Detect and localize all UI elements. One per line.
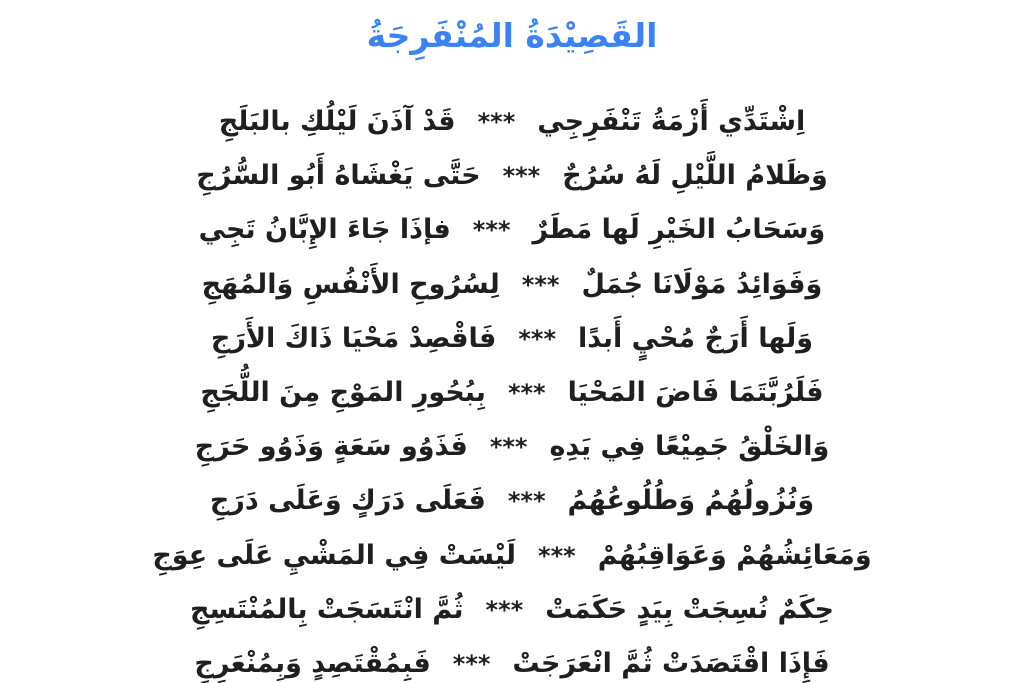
poem-title: القَصِيْدَةُ المُنْفَرِجَةُ <box>366 16 658 55</box>
verse-first-hemistich: وَالخَلْقُ جَمِيْعًا فِي يَدِهِ <box>549 431 830 463</box>
verse-second-hemistich: حَتَّى يَغْشَاهُ أَبُو السُّرُجِ <box>196 160 481 192</box>
verse-first-hemistich: وَمَعَائِشُهُمْ وَعَوَاقِبُهُمْ <box>597 539 872 571</box>
verse-separator: *** <box>507 487 546 516</box>
verse-line <box>150 583 874 637</box>
verse-line <box>150 203 874 257</box>
verse-line <box>150 529 874 583</box>
verse-first-hemistich: وَظَلامُ اللَّيْلِ لَهُ سُرُجٌ <box>562 160 828 192</box>
verse-first-hemistich: فَإِذَا اقْتَصَدَتْ ثُمَّ انْعَرَجَتْ <box>512 647 830 679</box>
verse-line <box>150 149 874 203</box>
verse-separator: *** <box>507 378 546 407</box>
verse-separator: *** <box>502 162 541 191</box>
verse-separator: *** <box>518 324 557 353</box>
verse-second-hemistich: فإذَا جَاءَ الإِبَّانُ تَجِي <box>198 214 451 246</box>
verse-separator: *** <box>472 216 511 245</box>
verse-separator: *** <box>485 595 524 624</box>
verse-second-hemistich: فَذَوُو سَعَةٍ وَذَوُو حَرَجِ <box>194 431 468 463</box>
verse-second-hemistich: لِسُرُوحِ الأَنْفُسِ وَالمُهَجِ <box>201 268 500 300</box>
verse-second-hemistich: لَيْسَتْ فِي المَشْيِ عَلَى عِوَجِ <box>152 539 517 571</box>
verse-second-hemistich: ثُمَّ انْتَسَجَتْ بِالمُنْتَسِجِ <box>190 593 464 625</box>
verse-separator: *** <box>521 270 560 299</box>
verse-first-hemistich: فَلَرُبَّتَمَا فَاضَ المَحْيَا <box>567 376 824 408</box>
verse-first-hemistich: اِشْتَدِّي أَزْمَةُ تَنْفَرِجِي <box>537 106 806 137</box>
verse-first-hemistich: وَفَوَائِدُ مَوْلَانَا جُمَلٌ <box>581 268 823 300</box>
verse-first-hemistich: حِكَمٌ نُسِجَتْ بِيَدٍ حَكَمَتْ <box>545 593 834 625</box>
verse-separator: *** <box>538 541 576 570</box>
verse-line <box>150 95 874 149</box>
verse-line <box>150 637 874 683</box>
verse-separator: *** <box>489 433 528 462</box>
verse-line <box>150 474 874 528</box>
verse-separator: *** <box>477 108 516 136</box>
verse-separator: *** <box>452 649 491 678</box>
verse-line <box>150 420 874 474</box>
verse-line <box>150 312 874 366</box>
verse-line <box>150 366 874 420</box>
verse-second-hemistich: فَبِمُقْتَصِدٍ وَبِمُنْعَرِجِ <box>194 647 431 679</box>
verse-second-hemistich: فَاقْصِدْ مَحْيَا ذَاكَ الأَرَجِ <box>210 322 497 354</box>
poem-body <box>150 95 874 683</box>
verse-first-hemistich: وَسَحَابُ الخَيْرِ لَها مَطَرٌ <box>532 214 826 246</box>
verse-second-hemistich: فَعَلَى دَرَكٍ وَعَلَى دَرَجِ <box>209 485 486 517</box>
verse-line <box>150 258 874 312</box>
verse-first-hemistich: وَلَها أَرَجٌ مُحْيٍ أَبدًا <box>578 322 814 354</box>
verse-first-hemistich: وَنُزُولُهُمُ وَطُلُوعُهُمُ <box>567 485 815 517</box>
verse-second-hemistich: قَدْ آذَنَ لَيْلُكِ بالبَلَجِ <box>218 106 456 137</box>
verse-second-hemistich: بِبُحُورِ المَوْجِ مِنَ اللُّجَجِ <box>200 376 486 408</box>
